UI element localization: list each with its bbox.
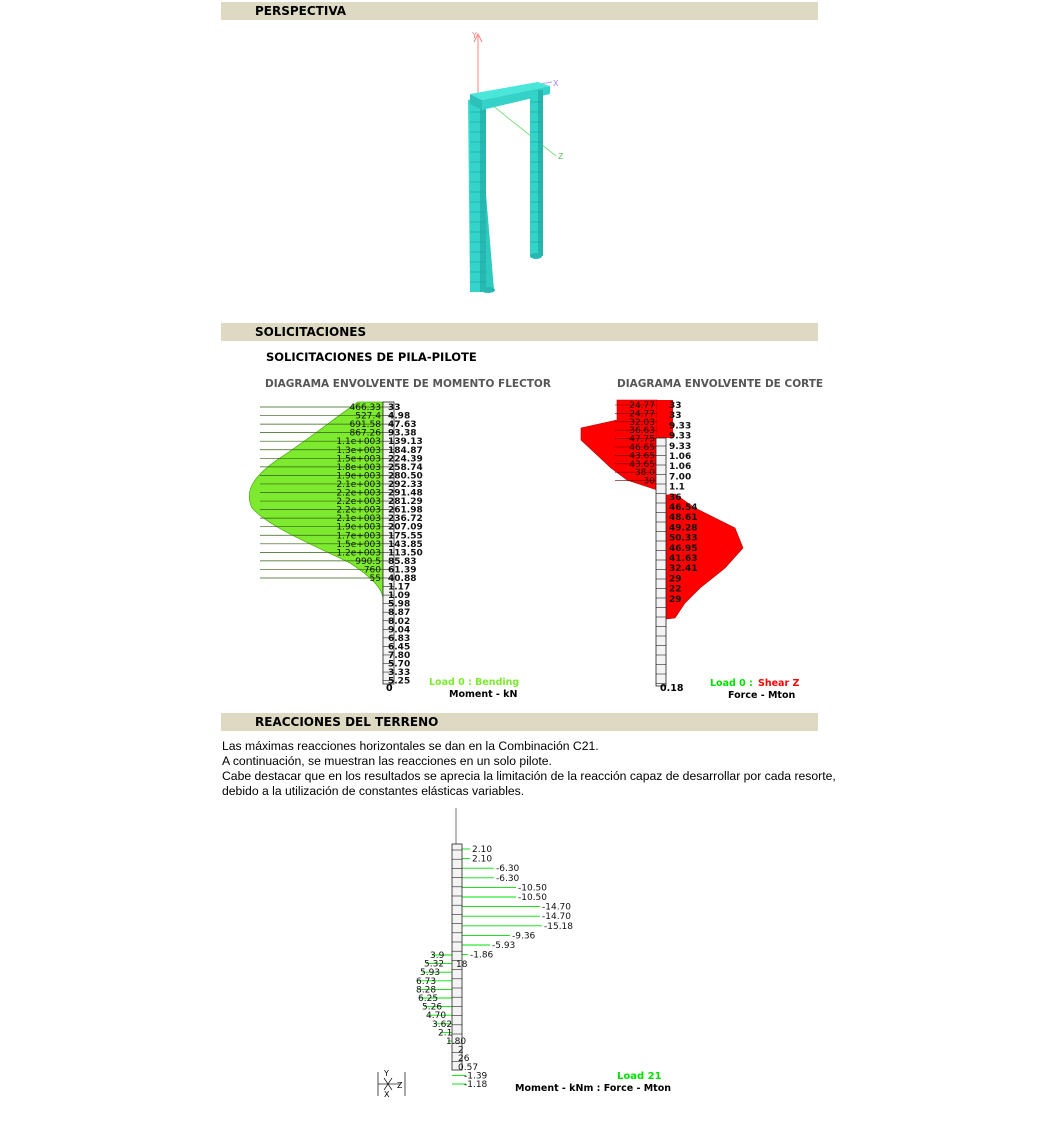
moment-left-value: 1.2e+003 [336,548,381,559]
moment-right-value: 6.45 [388,642,411,653]
reaction-left-value: -1.39 [464,1071,488,1082]
shear-right-value: 9.33 [669,421,692,432]
react-axis-y: Y [384,1069,389,1078]
reaction-left-value: 3.62 [432,1019,453,1030]
moment-right-value: 224.39 [388,454,423,465]
shear-units-label: Force - Mton [728,690,796,701]
shear-left-value: 43.65 [629,459,655,470]
section-title: SOLICITACIONES [255,325,367,339]
section-title: REACCIONES DEL TERRENO [255,715,439,729]
shear-left-value: 24.77 [629,401,655,411]
reaction-left-value: 5.32 [424,959,445,970]
shear-left-value: 30 [643,476,655,487]
moment-right-value: 5.98 [388,599,411,610]
moment-right-value: 93.38 [388,428,417,439]
shear-left-value: 46.65 [629,443,655,453]
reaction-left-value: 2.1 [438,1028,453,1039]
reaction-left-value: 0.57 [458,1062,479,1073]
shear-right-value: 36 [669,492,682,503]
reactions-paragraph-line-2: A continuación, se muestran las reacciones en un solo pilote. [222,754,552,768]
reactions-diagram [370,800,670,1100]
moment-right-value: 292.33 [388,479,423,490]
moment-left-value: 1.7e+003 [336,531,381,542]
moment-right-value: 47.63 [388,420,417,431]
moment-right-value: 258.74 [388,462,423,473]
moment-right-value: 3.33 [388,668,411,679]
moment-left-value: 1.9e+003 [336,471,381,482]
section-header-perspective [221,2,818,20]
reaction-left-value: 1.80 [446,1037,467,1047]
reactions-paragraph-line-1: Las máximas reacciones horizontales se dan en la Combinación C21. [222,739,599,753]
axis-y-label: Y [472,31,477,40]
moment-right-value: 236.72 [388,514,423,525]
shear-right-value: 29 [669,574,682,585]
shear-diagram [575,398,775,698]
moment-right-value: 4.98 [388,411,411,422]
shear-right-value: 33 [669,401,682,411]
reaction-right-value: -9.36 [512,931,536,942]
moment-left-value: 1.5e+003 [336,539,381,550]
moment-left-value: 760 [363,565,381,576]
moment-right-value: 261.98 [388,505,423,516]
reaction-left-value: 2 [458,1045,464,1056]
moment-right-value: 8.87 [388,608,411,619]
reaction-right-value: -14.70 [542,912,572,923]
shear-right-value: 32.41 [669,564,698,575]
moment-left-value: 527.4 [355,411,381,422]
moment-left-value: 1.1e+003 [336,437,381,448]
moment-left-value: 2.1e+003 [336,514,381,525]
moment-right-value: 5.70 [388,659,411,670]
moment-units-label: Moment - kN [449,689,518,700]
reaction-right-value: -14.70 [542,902,572,913]
shear-left-value: 24.77 [629,409,655,420]
moment-right-value: 143.85 [388,539,423,550]
moment-right-value: 85.83 [388,556,417,567]
moment-right-value: 33 [388,403,401,413]
shear-right-value: 22 [669,584,682,595]
reaction-right-value: -1.86 [470,950,494,961]
moment-right-value: 61.39 [388,565,417,576]
moment-left-value: 867.26 [349,428,381,439]
shear-diagram-title: DIAGRAMA ENVOLVENTE DE CORTE [617,378,824,390]
moment-left-value: 2.2e+003 [336,488,381,499]
moment-left-value: 691.58 [349,420,381,431]
moment-right-value: 9.04 [388,625,411,636]
solicitations-subtitle: SOLICITACIONES DE PILA-PILOTE [266,350,477,364]
moment-right-value: 5.25 [388,676,411,687]
moment-diagram [240,398,520,698]
moment-right-value: 40.88 [388,574,417,584]
moment-bottom-label: 0 [386,683,393,694]
shear-left-value: 43.65 [629,451,655,462]
moment-left-value: 55 [369,574,381,584]
moment-right-value: 207.09 [388,522,423,533]
moment-right-value: 113.50 [388,548,423,559]
shear-right-value: 49.28 [669,523,698,534]
shear-left-value: 47.75 [629,434,655,445]
moment-right-value: 281.29 [388,497,423,508]
reaction-right-value: -5.93 [492,941,516,951]
reaction-right-value: -6.30 [496,873,520,884]
reaction-left-value: -1.18 [464,1080,488,1090]
shear-right-value: 41.63 [669,554,698,564]
section-header-solicitations [221,323,818,341]
reaction-right-value: 2.10 [472,854,493,865]
moment-left-value: 1.5e+003 [336,454,381,465]
moment-right-value: 7.80 [388,650,411,661]
reaction-left-value: 6.25 [418,994,439,1004]
react-axis-x: X [384,1090,390,1099]
moment-left-value: 466.33 [349,403,381,413]
shear-left-value: 32.03 [629,417,655,428]
shear-right-value: 1.1 [669,482,685,493]
moment-left-value: 990.5 [355,556,381,567]
section-header-reactions [221,713,818,731]
reactions-load-label: Load 21 [617,1071,662,1082]
reaction-left-value: 8.28 [416,985,437,996]
moment-right-value: 175.55 [388,531,423,542]
reaction-left-value: 26 [458,1054,470,1065]
shear-right-value: 33 [669,411,682,422]
reaction-right-value: -6.30 [496,864,520,875]
shear-right-value: 7.00 [669,472,692,483]
axis-x-label: X [553,79,559,88]
moment-diagram-title: DIAGRAMA ENVOLVENTE DE MOMENTO FLECTOR [265,378,551,390]
reaction-left-value: 6.73 [416,976,437,987]
reaction-right-value: -10.50 [518,883,548,894]
shear-right-value: 46.95 [669,543,698,554]
frame-structure [468,82,550,293]
reaction-left-value: 4.70 [426,1011,447,1022]
shear-right-value: 29 [669,594,682,605]
section-title: PERSPECTIVA [255,4,347,18]
moment-right-value: 280.50 [388,471,423,482]
reaction-right-value: -15.18 [544,921,574,932]
shear-load-label: Load 0 : [710,678,753,689]
moment-right-value: 139.13 [388,437,423,448]
moment-right-value: 8.02 [388,616,411,627]
reaction-right-value: 18 [456,960,468,971]
axis-z-label: Z [558,152,564,161]
moment-left-value: 1.9e+003 [336,522,381,533]
shear-right-value: 48.61 [669,513,698,524]
reaction-left-value: 5.26 [422,1002,443,1013]
moment-right-value: 184.87 [388,445,423,456]
reaction-right-value: 2.10 [472,845,493,855]
shear-right-value: 9.33 [669,441,692,452]
moment-left-value: 2.2e+003 [336,497,381,508]
shear-right-value: 9.33 [669,431,692,442]
reaction-left-value: 3.9 [430,951,445,961]
moment-left-value: 1.3e+003 [336,445,381,456]
moment-left-value: 2.2e+003 [336,505,381,516]
shear-left-value: 38.0 [634,468,655,479]
reactions-paragraph-line-3: Cabe destacar que en los resultados se aprecia la limitación de la reacción capaz de desarrollar por cada resorte, [222,769,836,783]
perspective-view [460,28,580,298]
shear-right-value: 50.33 [669,533,698,544]
moment-left-value: 2.1e+003 [336,479,381,490]
shear-right-value: 1.06 [669,462,692,473]
shear-right-value: 1.06 [669,452,692,462]
moment-right-value: 6.83 [388,633,411,644]
moment-right-value: 291.48 [388,488,423,499]
reaction-left-value: 5.93 [420,968,441,979]
shear-bottom-label: 0.18 [660,683,684,694]
moment-load-label: Load 0 : Bending [429,677,520,688]
moment-right-value: 1.17 [388,582,411,593]
reaction-right-value: -10.50 [518,893,548,903]
reactions-paragraph-line-4: debido a la utilización de constantes elásticas variables. [222,784,525,798]
react-axis-z: Z [397,1081,403,1090]
shear-series-label: Shear Z [758,678,800,689]
moment-left-value: 1.8e+003 [336,462,381,473]
reactions-units-label: Moment - kNm : Force - Mton [515,1083,671,1094]
moment-right-value: 1.09 [388,591,411,602]
shear-right-value: 46.54 [669,503,698,513]
shear-left-value: 36.63 [629,426,655,437]
